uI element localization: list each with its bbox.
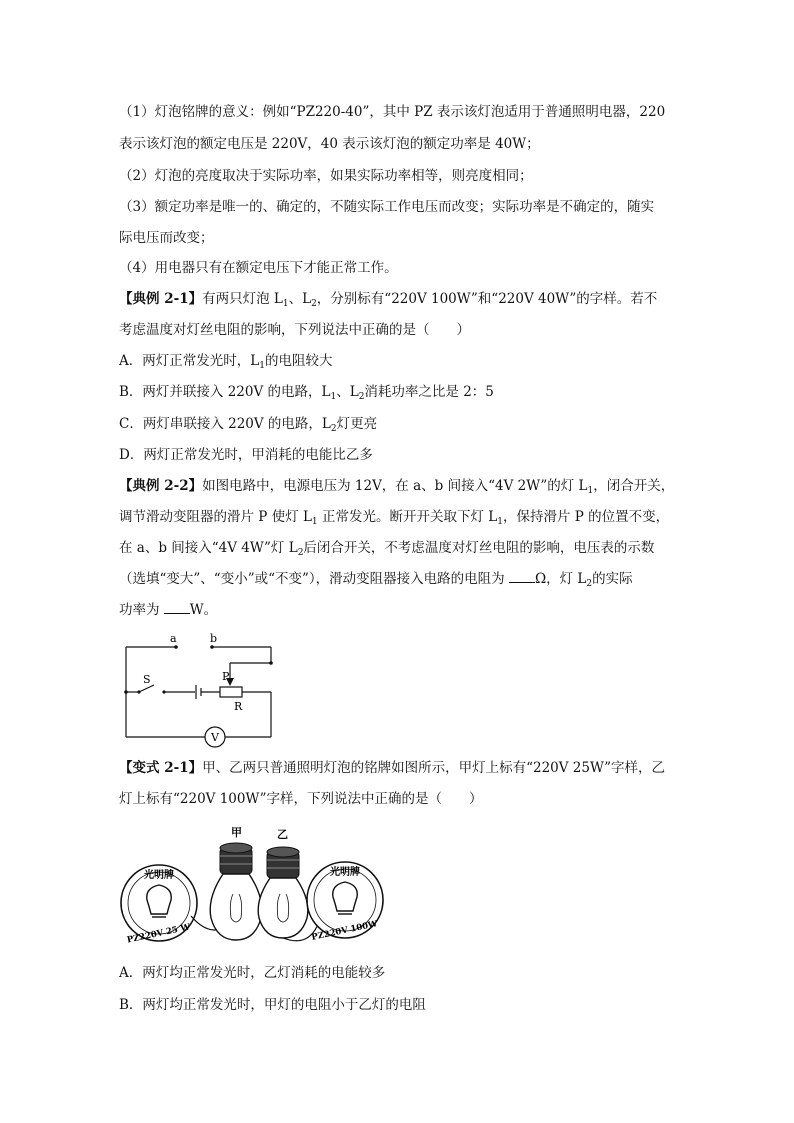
- text-run: C．两灯串联接入 220V 的电路，L: [119, 416, 331, 432]
- subscript: 2: [311, 299, 317, 309]
- label-jia: 甲: [231, 826, 242, 839]
- example-2-2-line-2: [119, 507, 699, 527]
- text-run: 、L: [336, 384, 359, 400]
- label-r: R: [234, 700, 243, 713]
- switch-pivot: [137, 690, 140, 693]
- text-run: 在 a、b 间接入“4V 4W”灯 L: [119, 540, 298, 556]
- text-run: 甲、乙两只普通照明灯泡的铭牌如图所示，甲灯上标有“220V 25W”字样，乙: [202, 760, 666, 776]
- example-2-1-option-c: [119, 414, 699, 434]
- note-1-line-2: 表示该灯泡的额定电压是 220V，40 表示该灯泡的额定功率是 40W；: [119, 136, 540, 152]
- subscript: 1: [330, 392, 337, 402]
- right-nameplate: [307, 862, 383, 943]
- text-run: 、L: [288, 291, 312, 307]
- label-a: a: [170, 632, 177, 645]
- example-2-2-line-1: [119, 476, 699, 496]
- right-plate-rating: PZ220V 100W: [310, 919, 379, 943]
- label-b: b: [210, 632, 218, 645]
- example-2-1-tag: 【典例 2-1】: [119, 291, 203, 307]
- note-3-line-1: （3）额定功率是唯一的、确定的，不随实际工作电压而改变；实际功率是不确定的，随实: [119, 199, 655, 215]
- note-3-line-2: 际电压而改变；: [119, 230, 214, 246]
- note-1-line-1: （1）灯泡铭牌的意义：例如“PZ220-40”，其中 PZ 表示该灯泡适用于普通照明电器，220: [119, 104, 666, 120]
- text-run: 正常发光。断开开关取下灯 L: [317, 509, 498, 525]
- text-run: 如图电路中，电源电压为 12V，在 a、b 间接入“4V 2W”的灯 L: [202, 478, 588, 494]
- variant-2-1-line-1: [119, 758, 699, 778]
- subscript: 1: [587, 486, 594, 496]
- rheostat-body: [220, 687, 242, 697]
- text-run: W。: [189, 602, 218, 618]
- text-run: ，保持滑片 P 的位置不变，: [502, 509, 670, 525]
- text-run: 功率为: [119, 602, 164, 618]
- subscript: 2: [358, 392, 365, 402]
- note-2: （2）灯泡的亮度取决于实际功率，如果实际功率相等，则亮度相同；: [119, 168, 533, 184]
- example-2-2-line-4: [119, 569, 699, 589]
- example-2-1-question-line-2: 考虑温度对灯丝电阻的影响，下列说法中正确的是（ ）: [119, 322, 470, 338]
- label-p: P: [222, 670, 230, 683]
- subscript: 1: [497, 517, 503, 527]
- text-run: 的电阻较大: [264, 353, 333, 369]
- subscript: 2: [330, 424, 337, 434]
- text-run: Ω，灯 L: [534, 571, 587, 587]
- bulb-jia: [210, 843, 262, 940]
- label-s: S: [143, 673, 151, 686]
- left-plate-brand: 光明牌: [144, 870, 174, 881]
- terminal-b: [210, 645, 214, 649]
- label-yi: 乙: [277, 828, 288, 841]
- text-run: ，分别标有“220V 100W”和“220V 40W”的字样。若不: [316, 291, 658, 307]
- right-plate-brand: 光明牌: [330, 867, 360, 878]
- left-plate-rating: PZ220V 25 W: [126, 922, 192, 946]
- left-nameplate: [121, 865, 197, 946]
- example-2-1-option-a: [119, 351, 699, 371]
- junction-left: [124, 690, 128, 694]
- junction-right: [269, 661, 273, 665]
- example-2-2-line-5: [119, 600, 699, 620]
- switch-blade: [139, 685, 154, 692]
- subscript: 2: [297, 548, 304, 558]
- example-2-2-tag: 【典例 2-2】: [119, 478, 203, 494]
- answer-blank-resistance[interactable]: [509, 569, 535, 583]
- answer-blank-power[interactable]: [164, 600, 190, 614]
- switch-contact: [162, 690, 165, 693]
- text-run: A．两灯正常发光时，L: [119, 353, 260, 369]
- circuit-diagram: [119, 630, 289, 750]
- text-run: 调节滑动变阻器的滑片 P 使灯 L: [119, 509, 312, 525]
- example-2-1-option-d: D．两灯正常发光时，甲消耗的电能比乙多: [119, 447, 373, 463]
- text-run: 后闭合开关，不考虑温度对灯丝电阻的影响，电压表的示数: [303, 540, 655, 556]
- example-2-1-question-line-1: [119, 289, 699, 309]
- subscript: 1: [259, 361, 265, 371]
- subscript: 1: [282, 299, 289, 309]
- text-run: ，闭合开关，: [593, 478, 675, 494]
- variant-2-1-tag: 【变式 2-1】: [119, 760, 203, 776]
- subscript: 2: [586, 579, 593, 589]
- text-run: 的实际: [592, 571, 633, 587]
- note-4: （4）用电器只有在额定电压下才能正常工作。: [119, 260, 398, 276]
- bulb-yi: [258, 847, 308, 938]
- label-v: V: [211, 731, 219, 744]
- terminal-a: [174, 645, 178, 649]
- variant-2-1-option-a: A．两灯均正常发光时，乙灯消耗的电能较多: [119, 965, 386, 981]
- text-run: （选填“变大”、“变小”或“不变”），滑动变阻器接入电路的电阻为: [119, 571, 509, 587]
- text-run: 灯更亮: [336, 416, 378, 432]
- text-run: 消耗功率之比是 2：5: [364, 384, 494, 400]
- bulb-nameplate-illustration: [119, 818, 449, 953]
- variant-2-1-line-2: 灯上标有“220V 100W”字样，下列说法中正确的是（ ）: [119, 791, 483, 807]
- text-run: 有两只灯泡 L: [202, 291, 283, 307]
- example-2-1-option-b: [119, 382, 699, 402]
- subscript: 1: [311, 517, 318, 527]
- variant-2-1-option-b: B．两灯均正常发光时，甲灯的电阻小于乙灯的电阻: [119, 997, 426, 1013]
- example-2-2-line-3: [119, 538, 699, 558]
- text-run: B．两灯并联接入 220V 的电路，L: [119, 384, 331, 400]
